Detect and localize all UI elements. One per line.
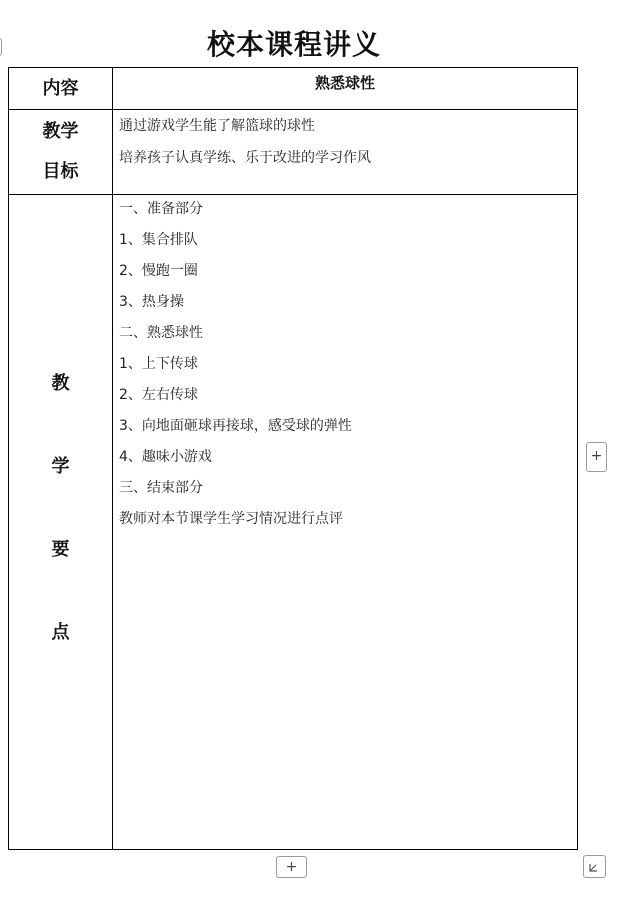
plus-icon: +	[285, 859, 298, 875]
point-line: 3、向地面砸球再接球，感受球的弹性	[119, 418, 352, 434]
table-column-divider	[112, 68, 113, 849]
teaching-goals-label	[9, 110, 112, 194]
teaching-goals-cell[interactable]	[119, 110, 571, 174]
point-line: 4、趣味小游戏	[119, 449, 212, 465]
add-row-button[interactable]	[276, 856, 307, 878]
point-line: 2、慢跑一圈	[119, 263, 198, 279]
teaching-points-label-char: 学	[51, 456, 70, 477]
point-line: 一、准备部分	[119, 201, 203, 217]
point-line: 3、热身操	[119, 294, 184, 310]
teaching-points-label	[9, 195, 112, 850]
document-title: 校本课程讲义	[206, 28, 381, 61]
teaching-goals-label-part: 目标	[42, 161, 79, 182]
add-column-button[interactable]	[586, 442, 607, 472]
content-header-label: 内容	[42, 78, 79, 99]
teaching-points-cell[interactable]	[119, 194, 571, 535]
plus-icon: +	[590, 448, 603, 464]
table-resize-button[interactable]	[583, 855, 606, 878]
teaching-points-label-char: 教	[51, 373, 70, 394]
goal-line: 培养孩子认真学练、乐于改进的学习作风	[119, 150, 371, 166]
point-line: 2、左右传球	[119, 387, 198, 403]
point-line: 1、上下传球	[119, 356, 198, 372]
point-line: 三、结束部分	[119, 480, 203, 496]
point-line: 1、集合排队	[119, 232, 198, 248]
teaching-goals-label-part: 教学	[42, 121, 79, 142]
point-line: 二、熟悉球性	[119, 325, 203, 341]
lesson-table	[8, 67, 578, 850]
lesson-topic[interactable]: 熟悉球性	[314, 74, 375, 92]
point-line: 教师对本节课学生学习情况进行点评	[119, 511, 343, 527]
teaching-points-label-char: 点	[51, 622, 70, 643]
goal-line: 通过游戏学生能了解篮球的球性	[119, 118, 315, 134]
teaching-points-label-char: 要	[51, 539, 70, 560]
resize-corner-icon	[584, 856, 605, 877]
